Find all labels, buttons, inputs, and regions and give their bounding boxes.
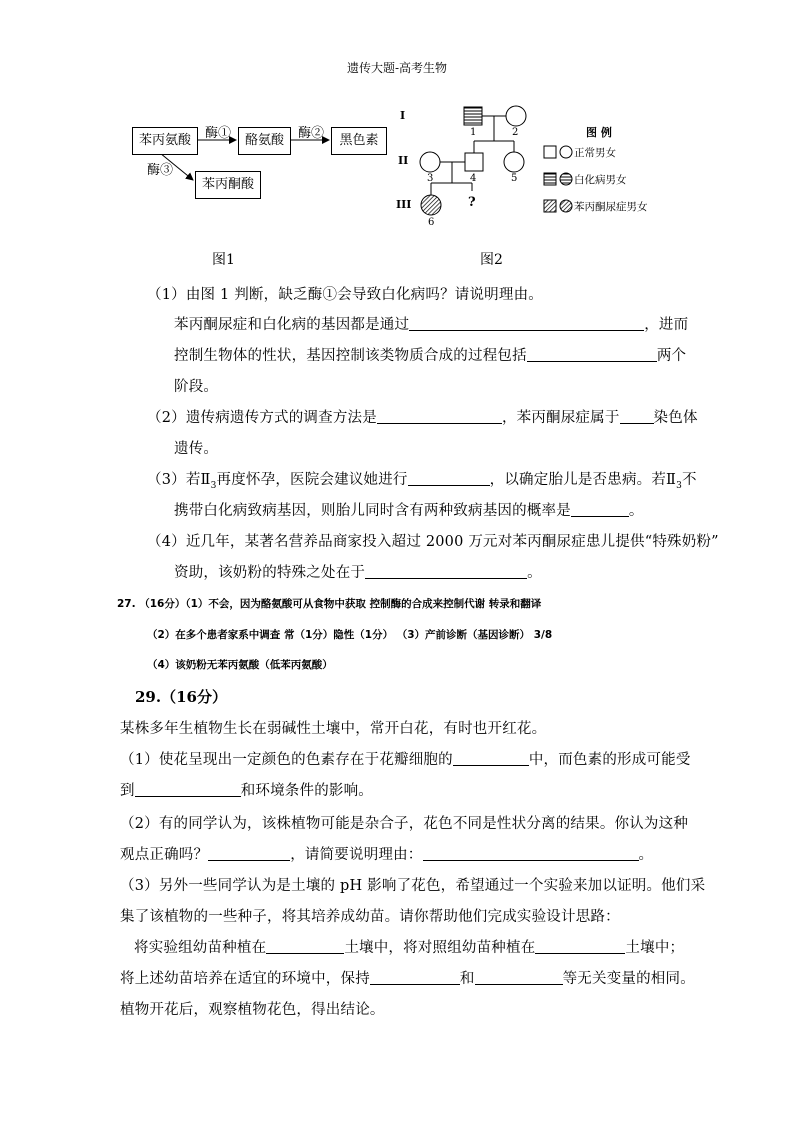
q29-intro: 某株多年生植物生长在弱碱性土壤中，常开白花，有时也开红花。 (120, 721, 547, 737)
q29-blank-3[interactable] (208, 846, 290, 861)
q1-line-2: 苯丙酮尿症和白化病的基因都是通过 ，进而 (174, 317, 689, 333)
generation-label-3: III (396, 198, 412, 211)
pedigree-ii5-normal-female (504, 152, 524, 172)
q2-blank-2[interactable] (620, 409, 654, 424)
legend-pku-male (544, 200, 556, 212)
q29-p1-line-2: 到 和环境条件的影响。 (120, 783, 374, 799)
q1-blank-1[interactable] (409, 316, 644, 331)
page-header: 遗传大题-高考生物 (346, 61, 448, 75)
legend-label-pku: 苯丙酮尿症男女 (574, 201, 648, 213)
q29-blank-8[interactable] (475, 970, 563, 985)
individual-number-2: 2 (512, 127, 519, 138)
individual-number-6: 6 (428, 217, 435, 228)
label-enzyme-1: 酶① (205, 126, 232, 141)
q29-p3-line-2: 集了该植物的一些种子，将其培养成幼苗。请你帮助他们完成实验设计思路： (120, 909, 620, 925)
answer-line-3: （4）该奶粉无苯丙氨酸（低苯丙氨酸） (147, 659, 333, 671)
q29-p2-line-2: 观点正确吗？ ，请简要说明理由： 。 (120, 847, 654, 863)
q29-blank-7[interactable] (370, 970, 460, 985)
figure-2-caption: 图2 (480, 252, 503, 268)
q29-p6-line: 植物开花后，观察植物花色，得出结论。 (120, 1002, 385, 1018)
q29-p2-line-1: （2）有的同学认为，该株植物可能是杂合子，花色不同是性状分离的结果。你认为这种 (120, 816, 689, 832)
individual-number-3: 3 (427, 173, 434, 184)
individual-number-1: 1 (470, 127, 477, 138)
generation-label-2: II (398, 154, 409, 167)
pedigree-ii4-normal-male (465, 153, 483, 171)
q3-line-2: 携带白化病致病基因，则胎儿同时含有两种致病基因的概率是 。 (174, 503, 644, 519)
pedigree-i1-albino-male (464, 107, 482, 125)
q3-line-1: （3）若$Ⅱ_3$再度怀孕，医院会建议她进行 ，以确定胎儿是否患病。若$Ⅱ_3$不 (147, 472, 697, 491)
legend-normal-male (544, 146, 556, 158)
box-phenylpyruvate: 苯丙酮酸 (195, 171, 261, 199)
q29-blank-4[interactable] (423, 846, 639, 861)
unknown-fetus: ? (468, 195, 476, 210)
label-enzyme-2: 酶② (298, 126, 325, 141)
q3-blank-2[interactable] (571, 502, 629, 517)
q29-blank-6[interactable] (535, 939, 625, 954)
q2-line-1: （2）遗传病遗传方式的调查方法是 ，苯丙酮尿症属于 染色体 (147, 410, 698, 426)
answer-line-1: 27. （16分）（1）不会，因为酪氨酸可从食物中获取 控制酶的合成来控制代谢 转录和翻译 (117, 598, 542, 610)
q1-blank-2[interactable] (527, 347, 657, 362)
legend-label-normal: 正常男女 (574, 147, 616, 159)
legend-albino-male (544, 173, 556, 185)
box-phenylalanine: 苯丙氨酸 (132, 127, 198, 155)
q4-line-2: 资助，该奶粉的特殊之处在于 。 (174, 565, 542, 581)
label-enzyme-3: 酶③ (147, 163, 174, 178)
q4-blank-1[interactable] (365, 564, 527, 579)
q3-blank-1[interactable] (408, 471, 490, 486)
q4-line-1: （4）近几年，某著名营养品商家投入超过 2000 万元对苯丙酮尿症患儿提供“特殊奶粉” (147, 534, 719, 550)
pedigree-iii6-pku-female (421, 195, 441, 215)
answer-line-2: （2）在多个患者家系中调查 常（1分）隐性（1分） （3）产前诊断（基因诊断） 3/8 (147, 629, 553, 641)
legend-pku-female (560, 200, 572, 212)
q29-p4-line: 将实验组幼苗种植在 土壤中，将对照组幼苗种植在 土壤中； (134, 940, 685, 956)
legend-title: 图 例 (586, 126, 612, 139)
legend-label-albino: 白化病男女 (574, 174, 627, 186)
pedigree-chart (390, 95, 690, 235)
q29-blank-2[interactable] (135, 782, 241, 797)
q2-line-2: 遗传。 (174, 441, 219, 457)
q29-p5-line: 将上述幼苗培养在适宜的环境中，保持 和 等无关变量的相同。 (120, 971, 695, 987)
q1-line-3: 控制生物体的性状，基因控制该类物质合成的过程包括 两个 (174, 348, 687, 364)
individual-number-5: 5 (511, 173, 518, 184)
q29-blank-5[interactable] (266, 939, 344, 954)
q29-p3-line-1: （3）另外一些同学认为是土壤的 pH 影响了花色，希望通过一个实验来加以证明。他们采 (120, 878, 706, 894)
pedigree-i2-normal-female (506, 106, 526, 126)
q29-title: 29.（16分） (135, 688, 227, 706)
legend-albino-female (560, 173, 572, 185)
q1-line-4: 阶段。 (174, 379, 219, 395)
legend-normal-female (560, 146, 572, 158)
box-tyrosine: 酪氨酸 (238, 127, 291, 155)
q29-p1-line-1: （1）使花呈现出一定颜色的色素存在于花瓣细胞的 中，而色素的形成可能受 (120, 752, 691, 768)
q1-line-1: （1）由图 1 判断，缺乏酶①会导致白化病吗？请说明理由。 (147, 287, 543, 303)
pedigree-ii3-normal-female (420, 152, 440, 172)
box-melanin: 黑色素 (331, 127, 387, 155)
individual-number-4: 4 (470, 173, 477, 184)
figure-1-caption: 图1 (212, 252, 235, 268)
figure-1 (0, 0, 400, 270)
figure-2 (390, 95, 690, 270)
generation-label-1: I (400, 109, 406, 122)
q2-blank-1[interactable] (377, 409, 502, 424)
q29-blank-1[interactable] (453, 751, 529, 766)
